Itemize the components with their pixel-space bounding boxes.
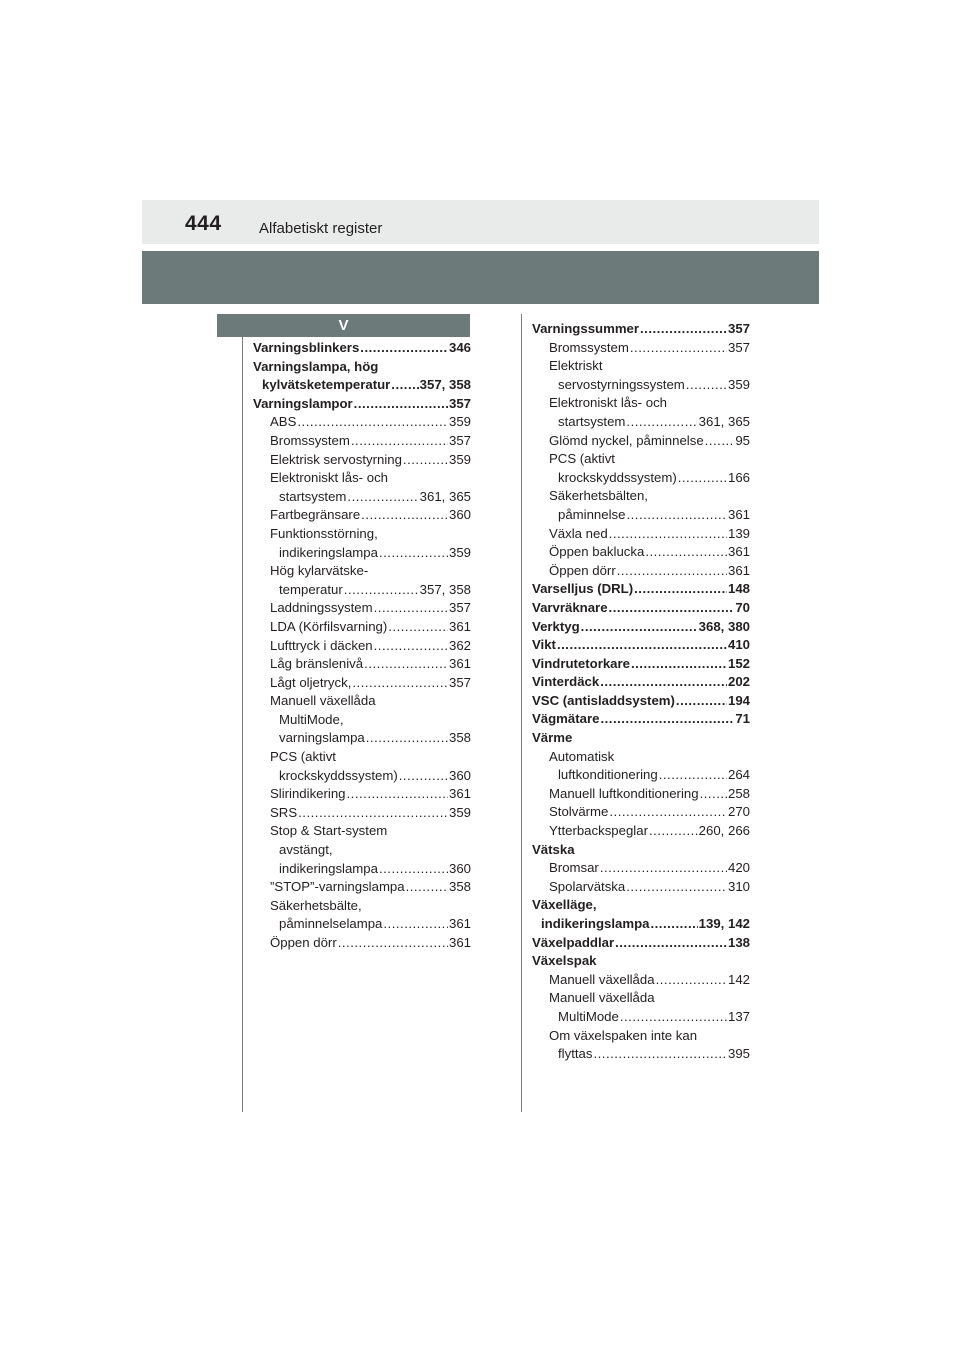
- dot-leader: [620, 1008, 727, 1027]
- entry-term: LDA (Körfilsvarning): [270, 618, 388, 634]
- entry-term: servostyrningssystem: [558, 376, 685, 392]
- dot-leader: [361, 506, 448, 525]
- dot-leader: [298, 804, 448, 823]
- index-entry: [253, 358, 471, 395]
- dot-leader: [593, 1045, 727, 1064]
- page-reference: 166: [727, 469, 750, 485]
- entry-term: Bromssystem: [549, 339, 629, 355]
- index-entry: [253, 878, 471, 897]
- entry-page-row: [549, 525, 750, 544]
- index-entry: [253, 618, 471, 637]
- index-entry: [532, 450, 750, 487]
- entry-page-row: [270, 729, 471, 748]
- page-reference: 360: [448, 860, 471, 876]
- dot-leader: [379, 544, 448, 563]
- page-reference: 346: [448, 340, 471, 355]
- header-bar: [142, 200, 819, 244]
- dot-leader: [379, 860, 448, 879]
- page-reference: 358: [448, 730, 471, 746]
- dot-leader: [600, 673, 727, 692]
- entry-term: Spolarvätska: [549, 878, 626, 894]
- page-reference: 368, 380: [698, 618, 750, 634]
- entry-page-row: [270, 860, 471, 879]
- dot-leader: [678, 469, 727, 488]
- entry-page-row: [270, 432, 471, 451]
- index-entry: [532, 655, 750, 674]
- dot-leader: [406, 878, 448, 897]
- page-reference: 361: [448, 916, 471, 932]
- entry-term: Bromssystem: [270, 432, 350, 448]
- page-reference: 362: [448, 637, 471, 653]
- entry-page-row: [549, 803, 750, 822]
- entry-text-line: Växelspak: [532, 953, 597, 969]
- entry-page-row: [270, 637, 471, 656]
- entry-page-row: [549, 1008, 750, 1027]
- index-entry: [532, 692, 750, 711]
- entry-page-row: [253, 339, 471, 358]
- index-entry: [253, 506, 471, 525]
- index-entry: [532, 934, 750, 953]
- dot-leader: [649, 822, 698, 841]
- entry-text-line: Säkerhetsbälten,: [549, 488, 648, 504]
- entry-page-row: [549, 785, 750, 804]
- page-reference: 357, 358: [419, 377, 471, 393]
- index-entry: [532, 952, 750, 971]
- entry-page-row: [532, 915, 750, 934]
- page-reference: 357: [448, 674, 471, 690]
- entry-text-line: PCS (aktivt: [270, 749, 336, 765]
- entry-term: Verktyg: [532, 618, 580, 634]
- entry-page-row: [549, 562, 750, 581]
- page-reference: 357, 358: [419, 581, 471, 597]
- entry-page-row: [532, 599, 750, 618]
- index-entry: [253, 432, 471, 451]
- entry-term: påminnelselampa: [279, 916, 383, 932]
- entry-term: Bromsar: [549, 860, 599, 876]
- entry-text-line: PCS (aktivt: [549, 451, 615, 467]
- entry-page-row: [270, 488, 471, 507]
- page-reference: 142: [727, 971, 750, 987]
- index-entry: [532, 710, 750, 729]
- dot-leader: [609, 803, 727, 822]
- entry-term: indikeringslampa: [541, 916, 650, 931]
- dot-leader: [600, 710, 734, 729]
- dot-leader: [391, 376, 418, 395]
- page-reference: 395: [727, 1046, 750, 1062]
- dot-leader: [600, 859, 727, 878]
- index-entry: [532, 320, 750, 339]
- index-entry: [532, 599, 750, 618]
- entry-page-row: [532, 636, 750, 655]
- entry-term: varningslampa: [279, 730, 365, 746]
- entry-term: krockskyddssystem): [279, 767, 398, 783]
- page-reference: 357: [727, 321, 750, 336]
- index-entry: [532, 748, 750, 785]
- entry-page-row: [253, 395, 471, 414]
- index-entry: [532, 618, 750, 637]
- entry-text-line: Automatisk: [549, 748, 615, 764]
- dot-leader: [609, 599, 735, 618]
- index-entry: [532, 878, 750, 897]
- dot-leader: [360, 339, 448, 358]
- entry-term: indikeringslampa: [279, 544, 378, 560]
- entry-text-line: Manuell växellåda: [270, 693, 376, 709]
- entry-page-row: [270, 413, 471, 432]
- entry-term: Slirindikering: [270, 786, 346, 802]
- entry-term: ABS: [270, 414, 297, 430]
- dot-leader: [686, 376, 727, 395]
- page-reference: 420: [727, 860, 750, 876]
- entry-term: kylvätsketemperatur: [262, 377, 391, 393]
- entry-term: Lufttryck i däcken: [270, 637, 373, 653]
- entry-text-line: MultiMode,: [279, 711, 344, 727]
- dot-leader: [630, 339, 727, 358]
- dot-leader: [626, 878, 727, 897]
- page-reference: 360: [448, 767, 471, 783]
- entry-term: Lågt oljetryck,: [270, 674, 352, 690]
- entry-text-line: Varningslampa, hög: [253, 358, 379, 374]
- index-entry: [253, 451, 471, 470]
- index-entry: [253, 339, 471, 358]
- index-entry: [532, 543, 750, 562]
- index-entry: [253, 822, 471, 878]
- page-reference: 357: [448, 600, 471, 616]
- entry-page-row: [270, 599, 471, 618]
- index-column-left: [253, 339, 471, 953]
- dot-leader: [617, 562, 727, 581]
- page-reference: 139: [727, 525, 750, 541]
- dot-leader: [557, 636, 727, 655]
- page-reference: 152: [727, 655, 750, 671]
- entry-page-row: [270, 767, 471, 786]
- index-entry: [253, 637, 471, 656]
- index-entry: [253, 525, 471, 562]
- column-divider-left: [242, 337, 243, 1112]
- dot-leader: [705, 432, 735, 451]
- entry-page-row: [270, 915, 471, 934]
- index-entry: [532, 394, 750, 431]
- page-reference: 361: [448, 656, 471, 672]
- entry-page-row: [270, 655, 471, 674]
- index-entry: [253, 674, 471, 693]
- page-reference: 258: [727, 785, 750, 801]
- page-reference: 361: [727, 544, 750, 560]
- entry-term: Öppen baklucka: [549, 544, 645, 560]
- entry-text-line: Manuell växellåda: [549, 990, 655, 1006]
- entry-text-line: Stop & Start-system: [270, 823, 388, 839]
- entry-text-line: Hög kylarvätske-: [270, 563, 369, 579]
- section-letter-tab: V: [217, 314, 470, 337]
- index-entry: [253, 897, 471, 934]
- dot-leader: [347, 488, 418, 507]
- entry-term: Ytterbackspeglar: [549, 823, 648, 839]
- page-reference: 361: [448, 935, 471, 950]
- index-entry: [253, 599, 471, 618]
- entry-page-row: [549, 878, 750, 897]
- entry-term: Stolvärme: [549, 804, 609, 820]
- dot-leader: [374, 599, 448, 618]
- index-entry: [253, 562, 471, 599]
- dot-leader: [354, 395, 448, 414]
- dot-leader: [609, 525, 727, 544]
- entry-term: Varningssummer: [532, 321, 640, 336]
- entry-term: Vindrutetorkare: [532, 655, 630, 671]
- page-reference: 310: [727, 878, 750, 894]
- page-reference: 358: [448, 879, 471, 895]
- entry-term: startsystem: [558, 413, 626, 429]
- entry-term: ”STOP”-varningslampa: [270, 879, 405, 895]
- dot-leader: [338, 934, 448, 953]
- entry-text-line: Om växelspaken inte kan: [549, 1027, 698, 1043]
- index-entry: [253, 804, 471, 823]
- entry-page-row: [532, 934, 750, 953]
- dot-leader: [676, 692, 727, 711]
- index-entry: [532, 562, 750, 581]
- entry-page-row: [549, 469, 750, 488]
- entry-page-row: [549, 766, 750, 785]
- entry-text-line: Funktionsstörning,: [270, 525, 378, 541]
- dot-leader: [615, 934, 727, 953]
- index-entry: [532, 525, 750, 544]
- entry-term: Vägmätare: [532, 711, 600, 727]
- page-reference: 361: [727, 506, 750, 522]
- entry-term: Varselljus (DRL): [532, 581, 634, 597]
- entry-term: Fartbegränsare: [270, 507, 361, 523]
- index-entry: [253, 395, 471, 414]
- entry-text-line: Elektriskt: [549, 358, 603, 374]
- dot-leader: [364, 655, 448, 674]
- entry-page-row: [549, 432, 750, 451]
- page-reference: 357: [448, 395, 471, 411]
- page-reference: 361: [448, 786, 471, 802]
- entry-text-line: Elektroniskt lås- och: [549, 395, 667, 411]
- entry-page-row: [549, 1045, 750, 1064]
- page-reference: 357: [448, 432, 471, 448]
- entry-page-row: [253, 376, 471, 395]
- entry-term: Öppen dörr: [270, 935, 337, 950]
- entry-page-row: [549, 376, 750, 395]
- entry-term: indikeringslampa: [279, 860, 378, 876]
- page-reference: 264: [727, 767, 750, 783]
- dot-leader: [344, 581, 419, 600]
- entry-page-row: [549, 413, 750, 432]
- entry-term: Vinterdäck: [532, 674, 600, 690]
- dot-leader: [388, 618, 448, 637]
- page-reference: 260, 266: [698, 823, 750, 839]
- entry-term: Vikt: [532, 637, 556, 653]
- entry-page-row: [270, 506, 471, 525]
- page-title: Alfabetiskt register: [259, 220, 383, 237]
- page-reference: 359: [448, 414, 471, 430]
- dot-leader: [634, 580, 727, 599]
- index-entry: [532, 971, 750, 990]
- index-entry: [532, 339, 750, 358]
- entry-term: Varningsblinkers: [253, 340, 360, 355]
- entry-page-row: [270, 804, 471, 823]
- dot-leader: [351, 432, 448, 451]
- entry-text-line: Vätska: [532, 841, 575, 857]
- page-reference: 360: [448, 507, 471, 523]
- page-reference: 359: [727, 376, 750, 392]
- dot-leader: [659, 766, 727, 785]
- page-reference: 270: [727, 804, 750, 820]
- entry-page-row: [270, 674, 471, 693]
- dot-leader: [640, 320, 727, 339]
- entry-page-row: [270, 451, 471, 470]
- page-reference: 137: [727, 1008, 750, 1024]
- index-entry: [253, 785, 471, 804]
- dot-leader: [399, 767, 448, 786]
- column-divider-middle: [521, 314, 522, 1112]
- page-reference: 359: [448, 451, 471, 467]
- index-entry: [532, 357, 750, 394]
- entry-term: Varvräknare: [532, 599, 608, 615]
- page-reference: 410: [727, 637, 750, 653]
- entry-text-line: Säkerhetsbälte,: [270, 897, 362, 913]
- entry-page-row: [270, 878, 471, 897]
- index-entry: [532, 859, 750, 878]
- entry-page-row: [549, 859, 750, 878]
- dot-leader: [626, 506, 727, 525]
- index-entry: [532, 785, 750, 804]
- dot-leader: [366, 729, 448, 748]
- index-entry: [253, 934, 471, 953]
- entry-page-row: [532, 618, 750, 637]
- header-band: [142, 251, 819, 304]
- index-entry: [253, 413, 471, 432]
- index-entry: [253, 748, 471, 785]
- entry-term: VSC (antisladdsystem): [532, 692, 675, 708]
- entry-term: temperatur: [279, 581, 343, 597]
- entry-page-row: [532, 673, 750, 692]
- page-reference: 95: [735, 432, 750, 448]
- page-number: 444: [185, 212, 222, 235]
- dot-leader: [700, 785, 727, 804]
- entry-term: Varningslampor: [253, 395, 353, 411]
- page-reference: 194: [727, 692, 750, 708]
- entry-page-row: [532, 320, 750, 339]
- entry-page-row: [549, 971, 750, 990]
- page-reference: 359: [448, 804, 471, 820]
- page-reference: 359: [448, 544, 471, 560]
- dot-leader: [383, 915, 448, 934]
- page-reference: 361, 365: [698, 413, 750, 429]
- entry-page-row: [532, 655, 750, 674]
- entry-text-line: avstängt,: [279, 842, 333, 858]
- dot-leader: [656, 971, 727, 990]
- dot-leader: [645, 543, 727, 562]
- index-entry: [532, 989, 750, 1026]
- index-entry: [532, 432, 750, 451]
- page-reference: 361: [727, 562, 750, 578]
- index-entry: [532, 673, 750, 692]
- entry-text-line: Elektroniskt lås- och: [270, 470, 388, 486]
- entry-term: MultiMode: [558, 1008, 619, 1024]
- entry-page-row: [270, 544, 471, 563]
- entry-term: Glömd nyckel, påminnelse: [549, 432, 704, 448]
- dot-leader: [347, 785, 448, 804]
- entry-term: Växelpaddlar: [532, 934, 615, 950]
- entry-term: SRS: [270, 804, 298, 820]
- index-entry: [253, 655, 471, 674]
- entry-term: startsystem: [279, 488, 347, 504]
- index-entry: [253, 469, 471, 506]
- entry-page-row: [270, 618, 471, 637]
- dot-leader: [297, 413, 448, 432]
- entry-term: Öppen dörr: [549, 562, 616, 578]
- page-reference: 71: [735, 711, 750, 727]
- page-reference: 148: [727, 581, 750, 597]
- entry-page-row: [270, 785, 471, 804]
- page-reference: 202: [727, 674, 750, 690]
- dot-leader: [626, 413, 697, 432]
- entry-page-row: [270, 934, 471, 953]
- entry-text-line: Värme: [532, 730, 573, 746]
- dot-leader: [374, 637, 448, 656]
- index-entry: [532, 580, 750, 599]
- index-entry: [532, 1027, 750, 1064]
- page-reference: 139, 142: [698, 916, 750, 931]
- entry-term: Växla ned: [549, 525, 608, 541]
- dot-leader: [352, 674, 448, 693]
- page-reference: 361, 365: [419, 488, 471, 504]
- dot-leader: [631, 655, 727, 674]
- page-reference: 357: [727, 339, 750, 355]
- entry-term: Laddningssystem: [270, 600, 373, 616]
- entry-page-row: [549, 506, 750, 525]
- entry-term: Manuell luftkonditionering: [549, 785, 699, 801]
- index-entry: [253, 692, 471, 748]
- entry-term: krockskyddssystem): [558, 469, 677, 485]
- index-entry: [532, 803, 750, 822]
- entry-term: flyttas: [558, 1046, 593, 1062]
- entry-page-row: [549, 822, 750, 841]
- page-reference: 70: [735, 599, 750, 615]
- entry-page-row: [532, 580, 750, 599]
- index-column-right: [532, 320, 750, 1064]
- entry-page-row: [270, 581, 471, 600]
- entry-page-row: [549, 339, 750, 358]
- entry-term: Manuell växellåda: [549, 971, 655, 987]
- entry-term: Låg bränslenivå: [270, 656, 364, 672]
- page-reference: 138: [727, 934, 750, 950]
- index-entry: [532, 636, 750, 655]
- index-entry: [532, 896, 750, 933]
- index-entry: [532, 822, 750, 841]
- index-entry: [532, 487, 750, 524]
- entry-page-row: [532, 710, 750, 729]
- index-entry: [532, 841, 750, 860]
- page-reference: 361: [448, 618, 471, 634]
- index-entry: [532, 729, 750, 748]
- dot-leader: [403, 451, 448, 470]
- entry-text-line: Växelläge,: [532, 897, 597, 913]
- entry-term: påminnelse: [558, 506, 626, 522]
- entry-term: luftkonditionering: [558, 767, 658, 783]
- entry-term: Elektrisk servostyrning: [270, 451, 402, 467]
- entry-page-row: [532, 692, 750, 711]
- dot-leader: [581, 618, 698, 637]
- dot-leader: [650, 915, 697, 934]
- entry-page-row: [549, 543, 750, 562]
